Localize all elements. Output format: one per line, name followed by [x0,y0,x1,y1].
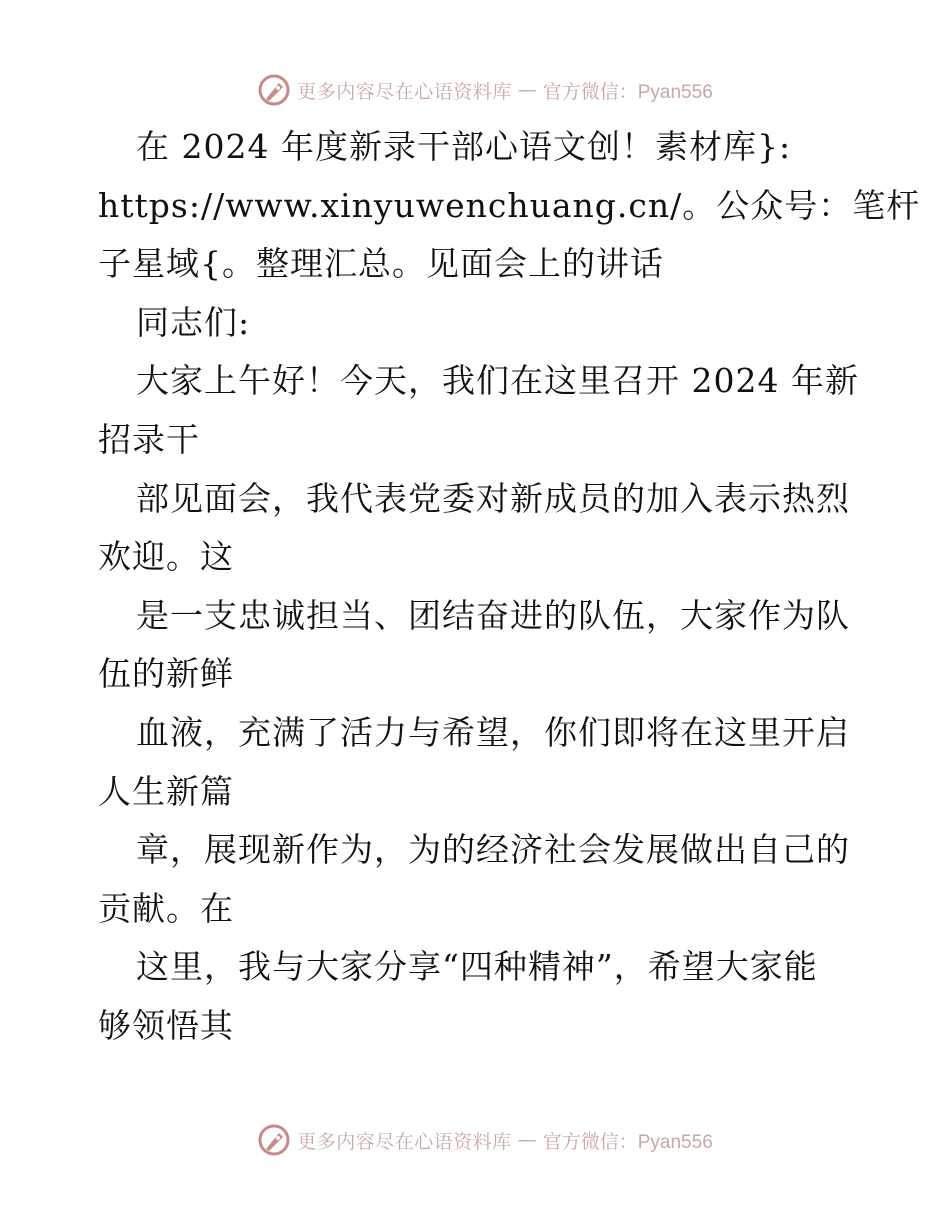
body-line: 章，展现新作为，为的经济社会发展做出自己的 [136,830,850,870]
banner-wechat-text: 官方微信：Pyan556 [542,81,713,103]
banner-site-text: 更多内容尽在心语资料库 [297,80,512,103]
body-line: 够领悟其 [98,1005,234,1045]
body-line: 贡献。在 [98,888,234,928]
header-banner [0,70,950,110]
pen-nib-logo-icon [257,73,291,107]
body-line: 大家上午好！今天，我们在这里召开 2024 年新 [136,361,859,401]
body-line: 血液，充满了活力与希望，你们即将在这里开启 [136,712,850,752]
banner-wechat-text: 官方微信：Pyan556 [542,1131,713,1153]
banner-separator: — [517,79,537,101]
body-line: 部见面会，我代表党委对新成员的加入表示热烈 [136,478,850,518]
banner-site-text: 更多内容尽在心语资料库 [297,1130,512,1153]
salutation: 同志们: [136,302,251,342]
body-line: 在 2024 年度新录干部心语文创！素材库}: [136,127,792,166]
header-banner-inner [257,73,713,107]
footer-banner [0,1120,950,1160]
body-line: 是一支忠诚担当、团结奋进的队伍，大家作为队 [136,595,850,635]
body-line: https://www.xinyuwenchuang.cn/。公众号：笔杆 [98,185,921,225]
document-body [98,118,921,1056]
pen-nib-logo-icon [257,1123,291,1157]
body-line: 伍的新鲜 [98,654,234,694]
body-line: 这里，我与大家分享“四种精神”，希望大家能 [136,947,818,987]
body-line: 子星域{。整理汇总。见面会上的讲话 [98,244,664,284]
footer-banner-inner [257,1123,713,1157]
banner-separator: — [517,1129,537,1151]
body-line: 招录干 [98,419,200,459]
body-line: 人生新篇 [98,771,234,811]
body-line: 欢迎。这 [98,537,234,577]
